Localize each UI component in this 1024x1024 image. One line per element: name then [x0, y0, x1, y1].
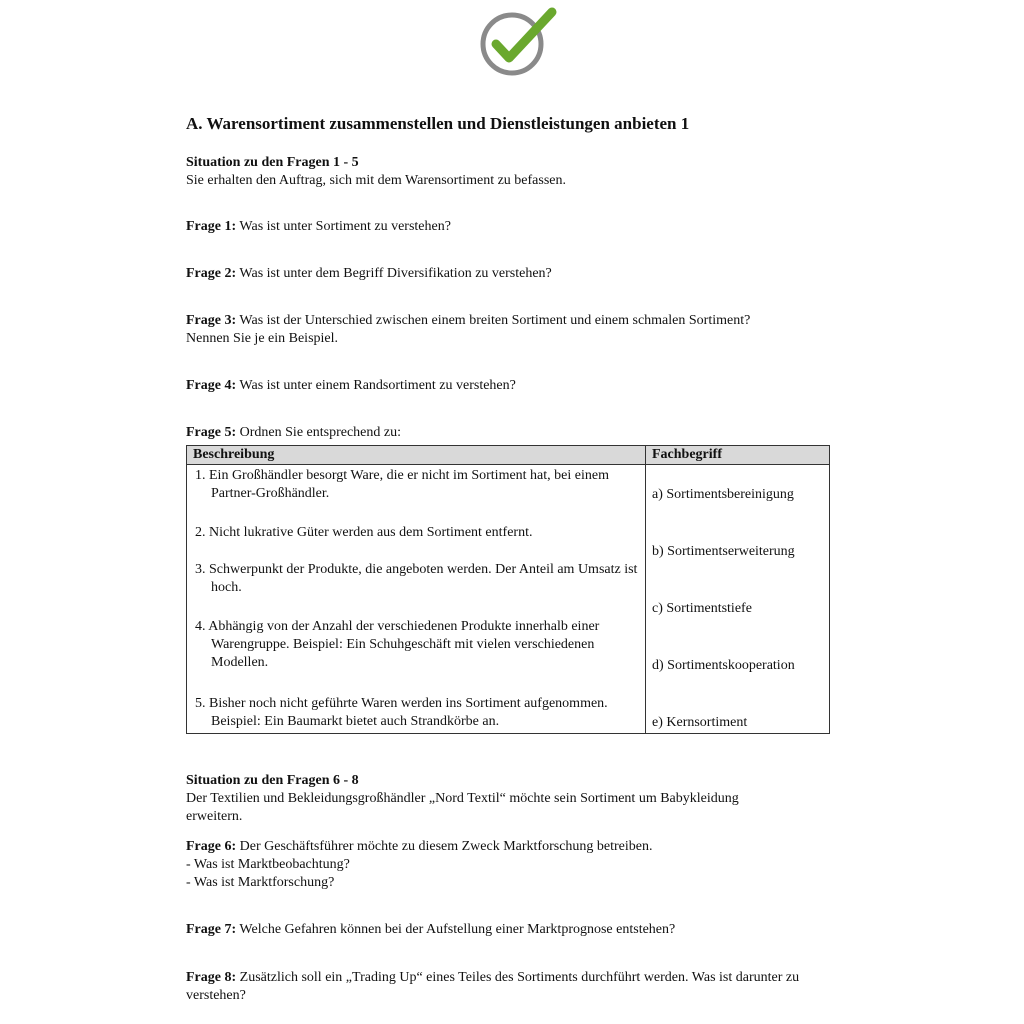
description-item-2: 2. Nicht lukrative Güter werden aus dem Sortiment entfernt.: [195, 525, 533, 540]
question-7-text: Welche Gefahren können bei der Aufstellung einer Marktprognose entstehen?: [236, 922, 676, 937]
table-header-description: Beschreibung: [187, 446, 646, 465]
question-1-label: Frage 1:: [186, 219, 237, 234]
table-header-row: [187, 446, 830, 465]
question-3-label: Frage 3:: [186, 313, 237, 328]
question-5-text: Ordnen Sie entsprechend zu:: [236, 425, 401, 440]
term-item-e: e) Kernsortiment: [652, 715, 748, 730]
question-4-text: Was ist unter einem Randsortiment zu verstehen?: [236, 378, 516, 393]
question-5: [186, 424, 836, 442]
table-row: [187, 465, 830, 734]
description-item-1: 1. Ein Großhändler besorgt Ware, die er nicht im Sortiment hat, bei einem Partner-Großhändler.: [195, 468, 609, 501]
question-5-label: Frage 5:: [186, 425, 237, 440]
term-item-a: a) Sortimentsbereinigung: [652, 487, 794, 502]
question-2-label: Frage 2:: [186, 266, 237, 281]
question-6-list: [186, 856, 836, 892]
question-4-label: Frage 4:: [186, 378, 237, 393]
question-2: [186, 265, 836, 283]
question-8-label: Frage 8:: [186, 970, 237, 985]
matching-table: [186, 445, 830, 734]
term-item-c: c) Sortimentstiefe: [652, 601, 752, 616]
table-header-term: Fachbegriff: [646, 446, 830, 465]
situation-1: [186, 154, 836, 190]
description-item-5: 5. Bisher noch nicht geführte Waren werden ins Sortiment aufgenommen. Beispiel: Ein Baumarkt bietet auch Strandkörbe an.: [195, 696, 608, 729]
list-item: - Was ist Marktforschung?: [186, 875, 335, 890]
document-content: [186, 112, 836, 1005]
list-item: - Was ist Marktbeobachtung?: [186, 857, 350, 872]
description-item-3: 3. Schwerpunkt der Produkte, die angeboten werden. Der Anteil am Umsatz ist hoch.: [195, 562, 638, 595]
term-item-d: d) Sortimentskooperation: [652, 658, 795, 673]
situation-2: [186, 772, 766, 826]
question-7-label: Frage 7:: [186, 922, 237, 937]
description-item-4: 4. Abhängig von der Anzahl der verschiedenen Produkte innerhalb einer Warengruppe. Beispiel: Ein Schuhgeschäft mit vielen verschiedenen Modellen.: [195, 619, 600, 670]
question-3-text: Was ist der Unterschied zwischen einem breiten Sortiment und einem schmalen Sortiment? Nennen Sie je ein Beispiel.: [186, 313, 751, 346]
question-6-label: Frage 6:: [186, 839, 237, 854]
section-heading: A. Warensortiment zusammenstellen und Dienstleistungen anbieten 1: [186, 114, 690, 133]
question-3: [186, 312, 786, 348]
situation-1-text: Sie erhalten den Auftrag, sich mit dem Warensortiment zu befassen.: [186, 173, 567, 188]
question-2-text: Was ist unter dem Begriff Diversifikation zu verstehen?: [236, 266, 552, 281]
description-cell: [187, 465, 646, 734]
question-8: [186, 969, 806, 1005]
situation-2-title: Situation zu den Fragen 6 - 8: [186, 773, 359, 788]
question-1: [186, 218, 836, 236]
question-8-text: Zusätzlich soll ein „Trading Up“ eines Teiles des Sortiments durchführt werden. Was ist darunter zu verstehen?: [186, 970, 800, 1003]
term-item-b: b) Sortimentserweiterung: [652, 544, 795, 559]
question-6-text: Der Geschäftsführer möchte zu diesem Zweck Marktforschung betreiben.: [236, 839, 653, 854]
question-1-text: Was ist unter Sortiment zu verstehen?: [236, 219, 451, 234]
checkmark-circle-icon: [478, 6, 562, 78]
term-cell: [646, 465, 830, 734]
question-4: [186, 377, 836, 395]
question-7: [186, 921, 836, 939]
situation-2-text: Der Textilien und Bekleidungsgroßhändler „Nord Textil“ möchte sein Sortiment um Babykleidung erweitern.: [186, 791, 739, 824]
situation-1-title: Situation zu den Fragen 1 - 5: [186, 155, 359, 170]
question-6: [186, 838, 836, 856]
